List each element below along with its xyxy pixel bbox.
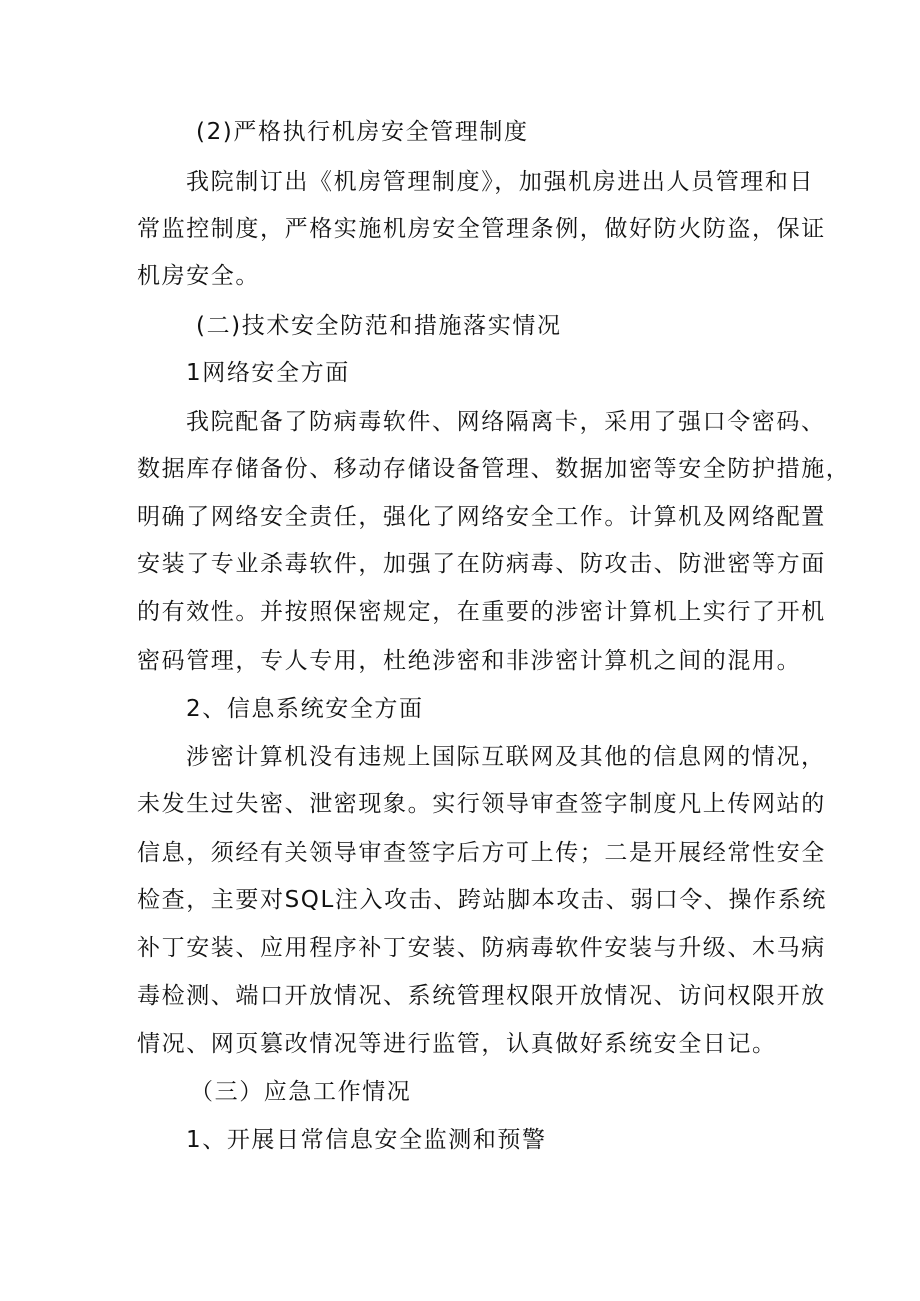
paragraph-line: 情况、网页篡改情况等进行监管，认真做好系统安全日记。 — [137, 1031, 777, 1057]
paragraph-line: 常监控制度，严格实施机房安全管理条例，做好防火防盗，保证 — [137, 216, 826, 242]
paragraph-line: 我院配备了防病毒软件、网络隔离卡，采用了强口令密码、 — [186, 409, 826, 435]
paragraph-line: 明确了网络安全责任，强化了网络安全工作。计算机及网络配置 — [137, 504, 826, 530]
paragraph-line: 未发生过失密、泄密现象。实行领导审查签字制度凡上传网站的 — [137, 791, 826, 817]
paragraph-line: 机房安全。 — [137, 263, 260, 289]
paragraph-line: 密码管理，专人专用，杜绝涉密和非涉密计算机之间的混用。 — [137, 648, 802, 674]
paragraph-line: 安装了专业杀毒软件，加强了在防病毒、防攻击、防泄密等方面 — [137, 551, 826, 577]
paragraph-line: 检查，主要对SQL注入攻击、跨站脚本攻击、弱口令、操作系统 — [137, 887, 827, 913]
section-heading-technical-security: (二)技术安全防范和措施落实情况 — [196, 313, 562, 339]
paragraph-line: 信息，须经有关领导审查签字后方可上传；二是开展经常性安全 — [137, 840, 826, 866]
paragraph-line: 涉密计算机没有违规上国际互联网及其他的信息网的情况， — [186, 744, 826, 770]
sub-heading-monitoring-warning: 1、开展日常信息安全监测和预警 — [186, 1127, 547, 1153]
paragraph-line: 数据库存储备份、移动存储设备管理、数据加密等安全防护措施， — [137, 456, 851, 482]
sub-heading-network-security: 1网络安全方面 — [186, 360, 350, 386]
paragraph-line: 补丁安装、应用程序补丁安装、防病毒软件安装与升级、木马病 — [137, 935, 826, 961]
sub-heading-info-system-security: 2、信息系统安全方面 — [186, 696, 424, 722]
paragraph-line: 我院制订出《机房管理制度》，加强机房进出人员管理和日 — [186, 169, 815, 195]
section-heading-emergency-work: （三）应急工作情况 — [190, 1079, 412, 1105]
paragraph-line: 毒检测、端口开放情况、系统管理权限开放情况、访问权限开放 — [137, 983, 826, 1009]
sub-heading-room-management: (2)严格执行机房安全管理制度 — [196, 119, 529, 145]
paragraph-line: 的有效性。并按照保密规定，在重要的涉密计算机上实行了开机 — [137, 599, 826, 625]
